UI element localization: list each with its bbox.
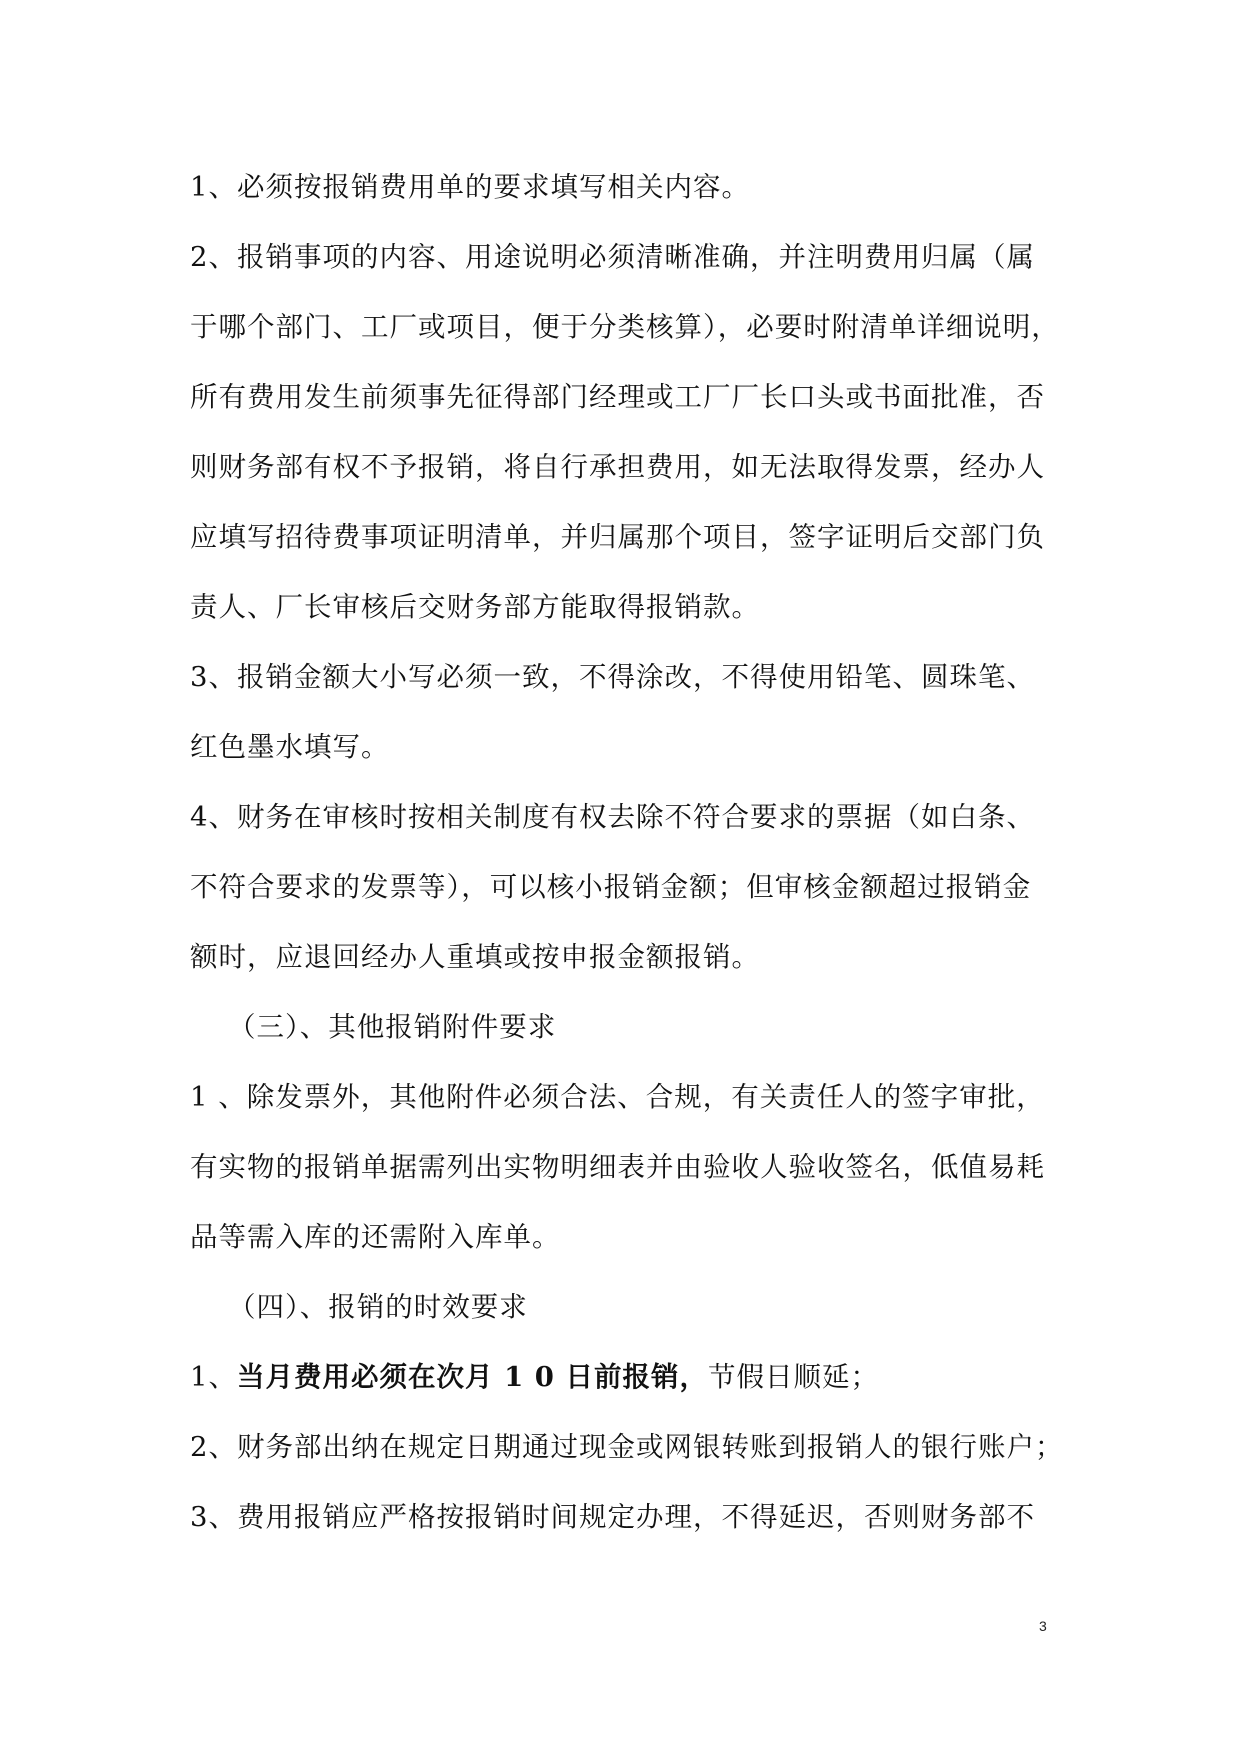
text-line: 1、必须按报销费用单的要求填写相关内容。 bbox=[190, 171, 750, 203]
text-line: 1 、除发票外，其他附件必须合法、合规，有关责任人的签字审批， bbox=[190, 1081, 1045, 1113]
item-suffix: 节假日顺延； bbox=[708, 1361, 879, 1393]
paragraph-3 bbox=[190, 642, 1070, 782]
text-line: 品等需入库的还需附入库单。 bbox=[190, 1221, 561, 1253]
text-line: 所有费用发生前须事先征得部门经理或工厂厂长口头或书面批准，否 bbox=[190, 381, 1045, 413]
text-line: 于哪个部门、工厂或项目，便于分类核算），必要时附清单详细说明， bbox=[190, 311, 1060, 343]
paragraph-6 bbox=[190, 1342, 1070, 1412]
item-prefix: 1、 bbox=[190, 1361, 237, 1393]
paragraph-1 bbox=[190, 152, 1070, 222]
text-line: 2、财务部出纳在规定日期通过现金或网银转账到报销人的银行账户； bbox=[190, 1431, 1064, 1463]
text-line: 2、报销事项的内容、用途说明必须清晰准确，并注明费用归属（属 bbox=[190, 241, 1035, 273]
bold-emphasis: 当月费用必须在次月 1 0 日前报销， bbox=[237, 1361, 708, 1393]
text-line: 红色墨水填写。 bbox=[190, 731, 390, 763]
text-line: 3、报销金额大小写必须一致，不得涂改，不得使用铅笔、圆珠笔、 bbox=[190, 661, 1035, 693]
document-body bbox=[190, 152, 1070, 1552]
paragraph-5 bbox=[190, 1062, 1070, 1272]
page-number: 3 bbox=[1039, 1618, 1047, 1634]
text-line: 则财务部有权不予报销，将自行承担费用，如无法取得发票，经办人 bbox=[190, 451, 1045, 483]
text-line: 3、费用报销应严格按报销时间规定办理，不得延迟，否则财务部不 bbox=[190, 1501, 1035, 1533]
text-line: 有实物的报销单据需列出实物明细表并由验收人验收签名，低值易耗 bbox=[190, 1151, 1045, 1183]
paragraph-7 bbox=[190, 1412, 1070, 1482]
paragraph-4 bbox=[190, 782, 1070, 992]
text-line: 应填写招待费事项证明清单，并归属那个项目，签字证明后交部门负 bbox=[190, 521, 1045, 553]
section-heading-4 bbox=[190, 1272, 1070, 1342]
section-heading: （三）、其他报销附件要求 bbox=[228, 1011, 557, 1043]
section-heading-3 bbox=[190, 992, 1070, 1062]
section-heading: （四）、报销的时效要求 bbox=[228, 1291, 528, 1323]
paragraph-2 bbox=[190, 222, 1070, 642]
text-line: 责人、厂长审核后交财务部方能取得报销款。 bbox=[190, 591, 760, 623]
text-line: 4、财务在审核时按相关制度有权去除不符合要求的票据（如白条、 bbox=[190, 801, 1035, 833]
text-line: 额时，应退回经办人重填或按申报金额报销。 bbox=[190, 941, 760, 973]
text-line: 不符合要求的发票等），可以核小报销金额；但审核金额超过报销金 bbox=[190, 871, 1032, 903]
paragraph-8 bbox=[190, 1482, 1070, 1552]
text-line bbox=[190, 1342, 1070, 1412]
